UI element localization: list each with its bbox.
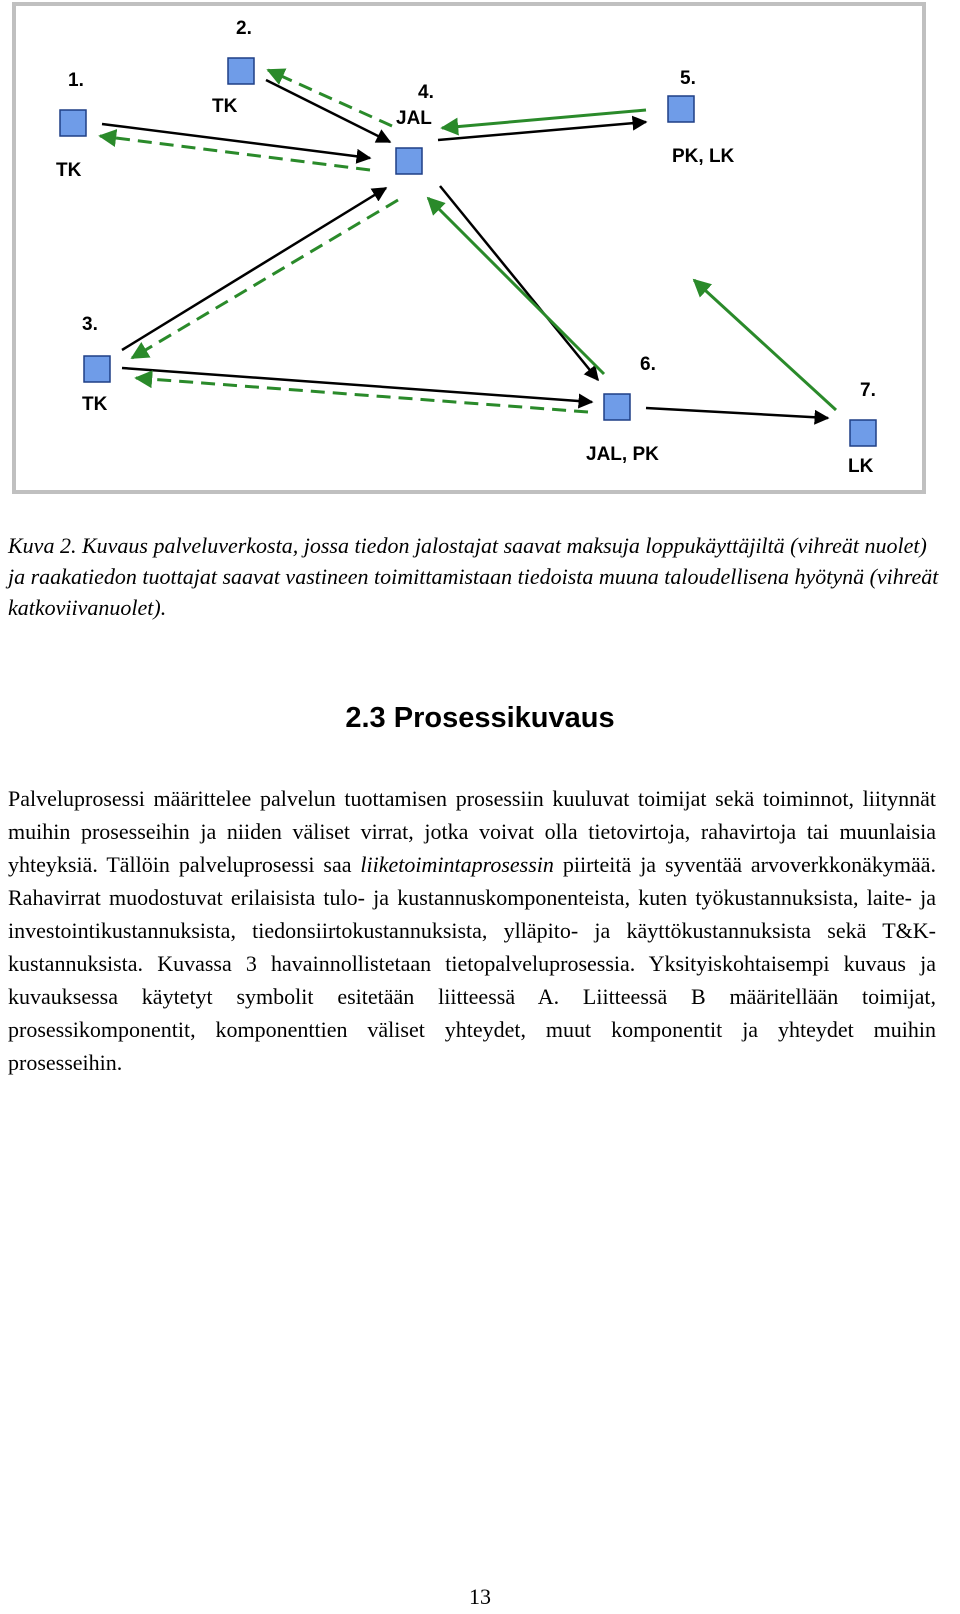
data-arrow-6-to-7 [646,408,828,418]
paragraph-part-2: piirteitä ja syventää arvoverkkonäkymää. Rahavirrat muodostuvat erilaisista tulo- ja kustannuskomponenteista, kuten työkustannuksista, laite- ja investointikustannuksista, tiedonsiirtokustannuksista, ylläpito- ja käyttökustannuksista sekä T&K-kustannuksista. Kuvassa 3 havainnollistetaan tietopalveluprosessia. Yksityiskohtaisempi kuvaus ja kuvauksessa käytetyt symbolit esitetään liitteessä A. Liitteessä B määritellään toimijat, prosessikomponentit, komponenttien väliset yhteydet, muut komponentit ja yhteydet muihin prosesseihin. [8,852,936,1075]
figure-caption: Kuva 2. Kuvaus palveluverkosta, jossa tiedon jalostajat saavat maksuja loppukäyttäjiltä (vihreät nuolet) ja raakatiedon tuottajat saavat vastineen toimittamistaan tiedoista muuna taloudellisena hyötynä (vihreät katkoviivanuolet). [8,533,939,620]
payment-arrow-7-to-6 [694,280,836,410]
benefit-arrow-4-to-2 [268,70,392,126]
node-1-number: 1. [68,70,84,91]
data-arrow-2-to-4 [266,80,390,142]
node-3-role: TK [82,394,108,415]
payment-arrow-6-to-4 [428,198,604,374]
node-2-number: 2. [236,18,252,39]
section-heading [0,702,960,735]
data-arrow-3-to-6 [122,368,592,402]
node-6-number: 6. [640,354,656,375]
service-network-diagram [0,0,960,520]
section-title: Prosessikuvaus [393,702,615,734]
node-5-square [668,96,694,122]
node-4-role: JAL [396,108,432,129]
node-6-square [604,394,630,420]
node-7-square [850,420,876,446]
node-3-number: 3. [82,314,98,335]
benefit-arrow-6-to-3 [136,378,588,412]
benefit-arrow-4-to-3 [132,200,398,358]
node-4-number: 4. [418,82,434,103]
paragraph-part-1: Palveluprosessi määrittelee palvelun tuottamisen prosessiin kuuluvat toimijat sekä toiminnot, liitynnät muihin prosesseihin ja niiden väliset virrat, jotka voivat olla tietovirtoja, rahavirtoja tai muunlaisia yhteyksiä. Tällöin palveluprosessi saa [8,786,936,877]
node-7-number: 7. [860,380,876,401]
node-6-role: JAL, PK [586,444,659,465]
data-arrow-4-to-6 [440,186,598,380]
data-arrow-3-to-4 [122,188,386,350]
node-5-number: 5. [680,68,696,89]
diagram-frame [14,4,924,492]
node-1-role: TK [56,160,82,181]
node-2-role: TK [212,96,238,117]
body-paragraph [8,782,936,1079]
node-2-square [228,58,254,84]
node-1-square [60,110,86,136]
paragraph-italic-term: liiketoimintaprosessin [360,852,554,877]
node-4-square [396,148,422,174]
page-number: 13 [469,1584,491,1609]
section-number: 2.3 [345,702,386,734]
node-3-square [84,356,110,382]
node-5-role: PK, LK [672,146,735,167]
node-7-role: LK [848,456,874,477]
